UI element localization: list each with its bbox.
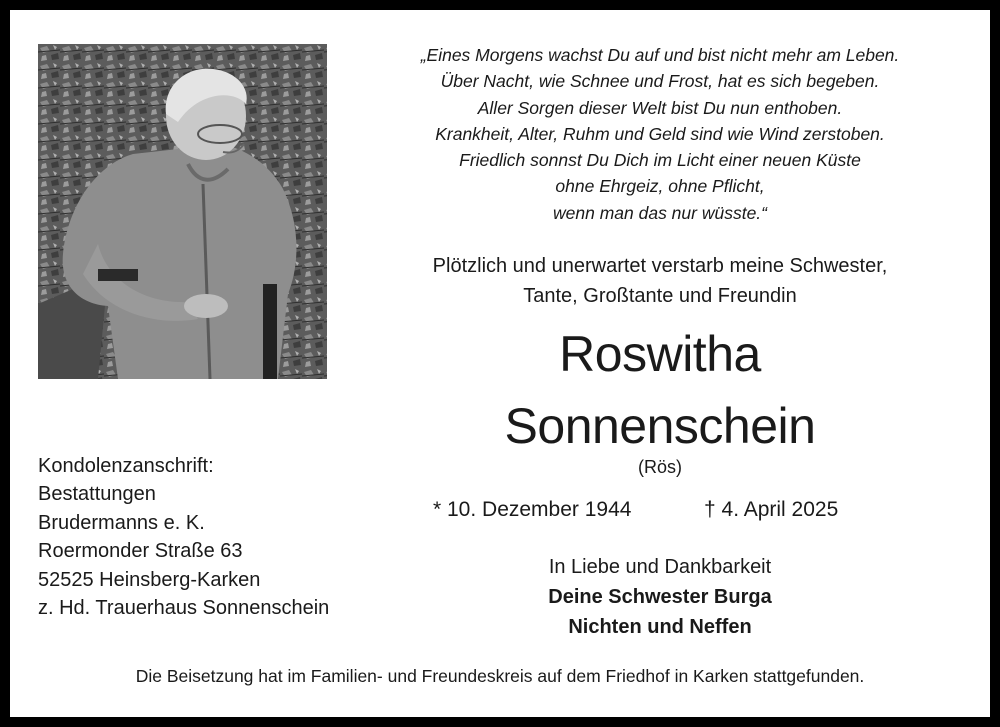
poem-line: ohne Ehrgeiz, ohne Pflicht, xyxy=(555,176,765,197)
deceased-nickname: (Rös) xyxy=(638,457,682,477)
mourners-intro: In Liebe und Dankbarkeit xyxy=(548,556,772,578)
poem xyxy=(345,42,975,226)
deceased-last-name: Sonnenschein xyxy=(504,398,816,454)
mourners xyxy=(345,552,975,642)
announcement-line: Tante, Großtante und Freundin xyxy=(523,285,797,307)
poem-line: Aller Sorgen dieser Welt bist Du nun enthoben. xyxy=(477,97,843,118)
condolence-address xyxy=(38,452,329,622)
condolence-line: Bestattungen xyxy=(38,483,156,506)
poem-line: Krankheit, Alter, Ruhm und Geld sind wie Wind zerstoben. xyxy=(435,123,885,144)
condolence-line: 52525 Heinsberg-Karken xyxy=(38,568,261,591)
death-announcement xyxy=(345,251,975,311)
condolence-line: Kondolenzanschrift: xyxy=(38,455,214,477)
poem-line: wenn man das nur wüsste.“ xyxy=(553,202,767,223)
birth-date: * 10. Dezember 1944 xyxy=(433,498,632,521)
portrait-photo xyxy=(38,44,327,379)
deceased-first-name: Roswitha xyxy=(559,326,761,382)
mourner-name: Nichten und Neffen xyxy=(568,616,752,638)
poem-line: „Eines Morgens wachst Du auf und bist nicht mehr am Leben. xyxy=(420,45,900,65)
poem-line: Über Nacht, wie Schnee und Frost, hat es sich begeben. xyxy=(440,71,880,92)
burial-note: Die Beisetzung hat im Familien- und Freundeskreis auf dem Friedhof in Karken stattgefunden. xyxy=(135,666,865,686)
condolence-line: z. Hd. Trauerhaus Sonnenschein xyxy=(38,597,330,620)
portrait-image xyxy=(38,44,327,379)
condolence-line: Roermonder Straße 63 xyxy=(38,540,243,563)
obituary-card xyxy=(10,10,990,717)
announcement-line: Plötzlich und unerwartet verstarb meine Schwester, xyxy=(432,255,888,277)
condolence-line: Brudermanns e. K. xyxy=(38,511,205,534)
death-date: † 4. April 2025 xyxy=(704,498,839,521)
poem-line: Friedlich sonnst Du Dich im Licht einer neuen Küste xyxy=(459,150,861,171)
mourner-name: Deine Schwester Burga xyxy=(548,586,772,608)
